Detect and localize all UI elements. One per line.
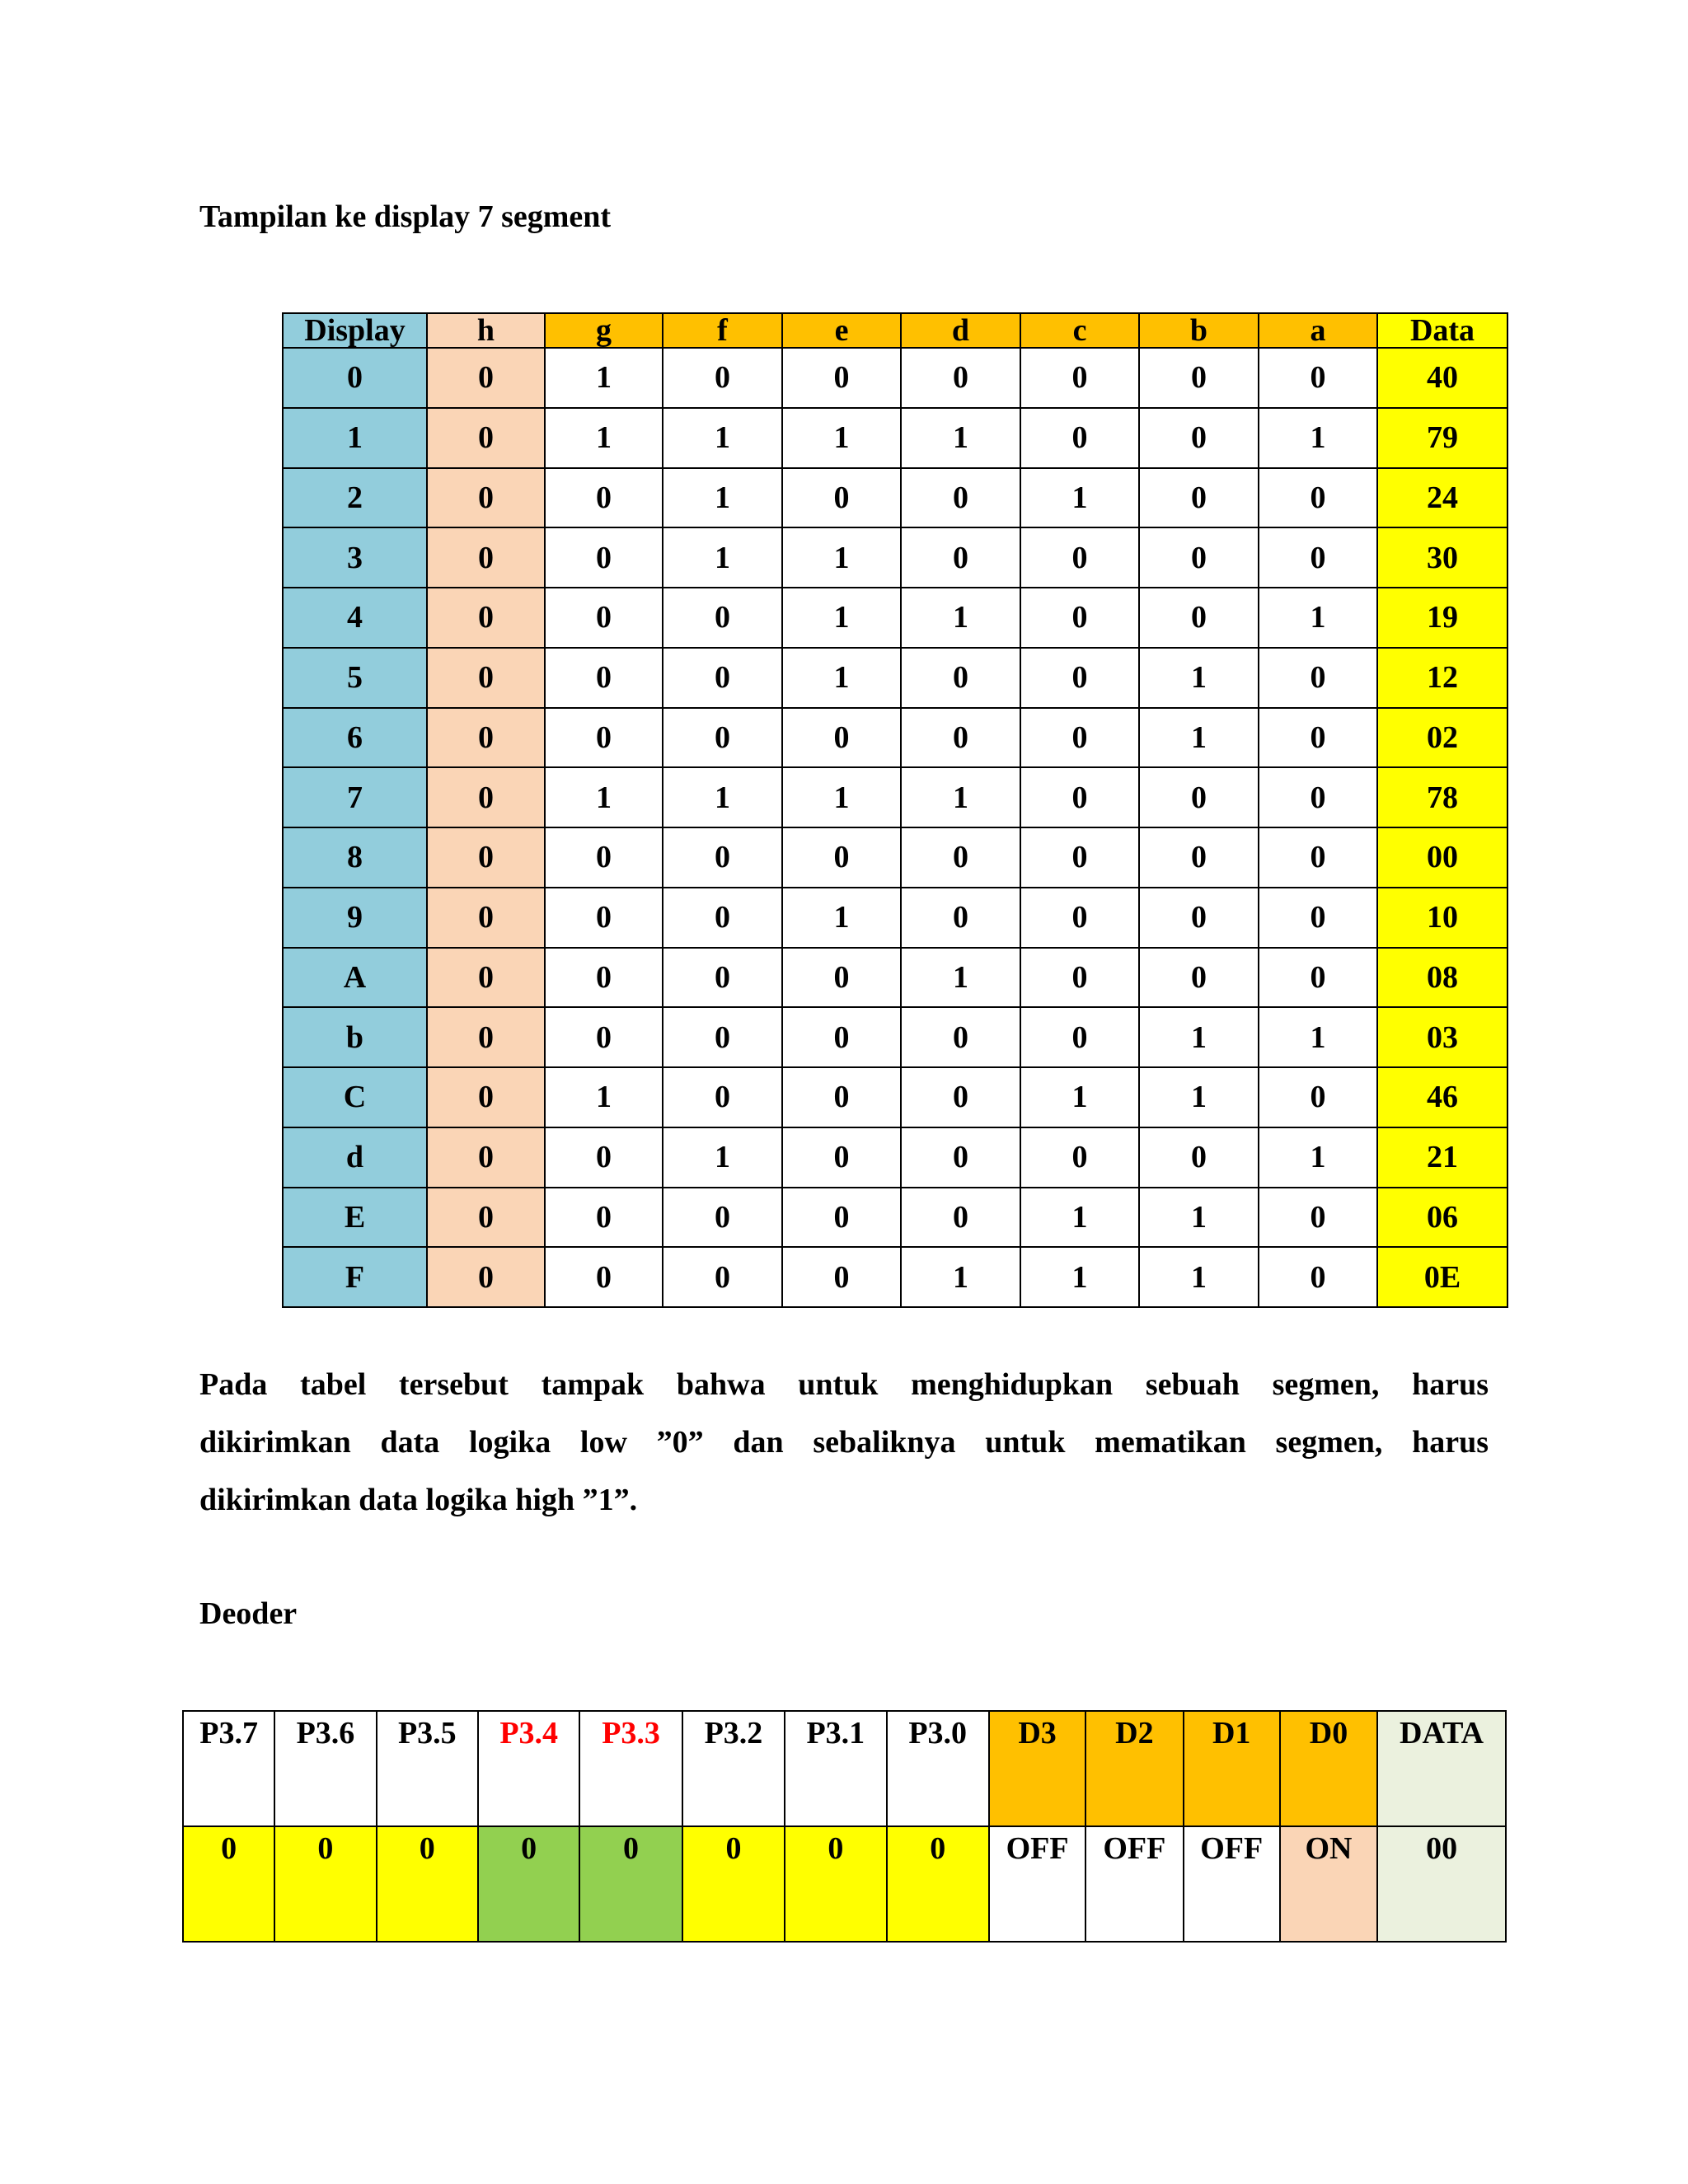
segment-truth-table: [282, 312, 1508, 1308]
table-cell: 1: [1139, 1247, 1259, 1307]
table-cell: 0: [545, 1127, 663, 1188]
table-cell: 0: [901, 888, 1020, 948]
table-cell: 1: [283, 408, 427, 468]
column-header: a: [1259, 313, 1377, 348]
table-cell: 0: [1259, 767, 1377, 827]
table-cell: 0: [427, 527, 545, 588]
decoder-value-cell: OFF: [1184, 1826, 1280, 1942]
table-cell: 0: [1020, 527, 1139, 588]
table-cell: 0: [427, 1188, 545, 1248]
table-cell: 0: [1259, 827, 1377, 888]
table-cell: 0: [427, 648, 545, 708]
table-cell: 0: [663, 1067, 782, 1127]
table-cell: 0: [782, 1247, 901, 1307]
table-row: [283, 1067, 1507, 1127]
column-header: e: [782, 313, 901, 348]
table-cell: 00: [1377, 827, 1507, 888]
table-cell: 10: [1377, 888, 1507, 948]
table-row: [283, 948, 1507, 1008]
decoder-column-header: P3.0: [887, 1711, 989, 1826]
table-row: [283, 827, 1507, 888]
table-row: [283, 1007, 1507, 1067]
table-cell: 0: [427, 468, 545, 528]
decoder-value-cell: 0: [377, 1826, 478, 1942]
table-cell: 0: [663, 827, 782, 888]
table-cell: 0: [427, 588, 545, 648]
paragraph-line: dikirimkan data logika high ”1”.: [199, 1483, 638, 1517]
table-cell: 0: [782, 1007, 901, 1067]
table-cell: 0: [1259, 648, 1377, 708]
column-header: b: [1139, 313, 1259, 348]
decoder-column-header: P3.7: [183, 1711, 274, 1826]
table-cell: 02: [1377, 708, 1507, 768]
table-cell: 1: [782, 648, 901, 708]
decoder-value-cell: 0: [274, 1826, 376, 1942]
table-cell: 0: [782, 468, 901, 528]
table-cell: 0: [427, 767, 545, 827]
table-cell: 0: [1020, 708, 1139, 768]
table-cell: 0: [283, 348, 427, 408]
decoder-value-cell: OFF: [1085, 1826, 1183, 1942]
column-header: c: [1020, 313, 1139, 348]
decoder-value-cell: OFF: [989, 1826, 1085, 1942]
table-cell: 0: [545, 1188, 663, 1248]
table-cell: 0: [1259, 468, 1377, 528]
table-cell: 0: [1259, 948, 1377, 1008]
table-cell: 0: [545, 527, 663, 588]
table-cell: 46: [1377, 1067, 1507, 1127]
table-cell: 0: [427, 708, 545, 768]
table-cell: 0: [663, 1007, 782, 1067]
table-cell: 78: [1377, 767, 1507, 827]
column-header: d: [901, 313, 1020, 348]
table-cell: 0: [1139, 1127, 1259, 1188]
table-cell: 0: [1020, 408, 1139, 468]
table-cell: 0: [782, 1188, 901, 1248]
table-cell: 1: [901, 408, 1020, 468]
table-cell: 0: [782, 1127, 901, 1188]
table-cell: 9: [283, 888, 427, 948]
table-cell: 1: [545, 408, 663, 468]
table-cell: 0: [1020, 827, 1139, 888]
table-cell: 8: [283, 827, 427, 888]
table-cell: 0: [1139, 348, 1259, 408]
table-cell: 5: [283, 648, 427, 708]
page-heading-decoder: Deoder: [199, 1596, 298, 1631]
table-cell: 0: [1020, 1127, 1139, 1188]
table-cell: 0: [427, 948, 545, 1008]
table-cell: 19: [1377, 588, 1507, 648]
decoder-column-header: D2: [1085, 1711, 1183, 1826]
table-cell: 1: [663, 468, 782, 528]
page-heading-segment: Tampilan ke display 7 segment: [199, 199, 612, 234]
table-cell: 0: [901, 708, 1020, 768]
table-cell: 1: [901, 767, 1020, 827]
table-cell: 0: [663, 348, 782, 408]
explanation-paragraph: [199, 1356, 1489, 1529]
decoder-value-cell: 0: [785, 1826, 886, 1942]
table-cell: 40: [1377, 348, 1507, 408]
table-row: [283, 1127, 1507, 1188]
table-cell: 0: [545, 948, 663, 1008]
table-cell: 0: [901, 1127, 1020, 1188]
table-cell: 0: [901, 1067, 1020, 1127]
column-header: Data: [1377, 313, 1507, 348]
table-cell: 1: [1139, 1007, 1259, 1067]
table-cell: 1: [663, 527, 782, 588]
table-cell: 0: [663, 888, 782, 948]
table-cell: 0: [1139, 888, 1259, 948]
table-cell: 1: [782, 767, 901, 827]
segment-table-header-row: [283, 313, 1507, 348]
table-row: [283, 648, 1507, 708]
table-cell: 0: [1259, 1247, 1377, 1307]
table-cell: 0: [427, 1247, 545, 1307]
table-cell: 0: [901, 648, 1020, 708]
decoder-column-header: P3.6: [274, 1711, 376, 1826]
table-cell: 0: [545, 708, 663, 768]
table-row: [283, 708, 1507, 768]
table-cell: E: [283, 1188, 427, 1248]
table-cell: 0: [901, 1188, 1020, 1248]
table-row: [283, 767, 1507, 827]
table-cell: 1: [1139, 1067, 1259, 1127]
decoder-table: [182, 1710, 1507, 1943]
table-cell: 0: [1259, 348, 1377, 408]
table-cell: 1: [901, 588, 1020, 648]
column-header: h: [427, 313, 545, 348]
table-cell: 1: [782, 408, 901, 468]
table-cell: 0: [1020, 767, 1139, 827]
table-cell: 0: [1020, 648, 1139, 708]
table-cell: 0: [1139, 408, 1259, 468]
table-cell: 0: [1139, 948, 1259, 1008]
table-cell: 7: [283, 767, 427, 827]
table-cell: 6: [283, 708, 427, 768]
table-row: [283, 408, 1507, 468]
table-cell: 4: [283, 588, 427, 648]
decoder-column-header: D1: [1184, 1711, 1280, 1826]
table-cell: 0: [545, 888, 663, 948]
decoder-column-header: DATA: [1377, 1711, 1506, 1826]
table-cell: 0: [1139, 827, 1259, 888]
table-cell: 0: [782, 827, 901, 888]
table-cell: 1: [545, 348, 663, 408]
table-cell: 0: [1020, 1007, 1139, 1067]
table-cell: 2: [283, 468, 427, 528]
table-cell: F: [283, 1247, 427, 1307]
table-cell: 1: [1139, 708, 1259, 768]
table-cell: 1: [1259, 588, 1377, 648]
table-cell: 0: [545, 1007, 663, 1067]
table-cell: 03: [1377, 1007, 1507, 1067]
table-cell: 0: [1020, 888, 1139, 948]
table-cell: 0: [427, 1067, 545, 1127]
decoder-value-cell: 00: [1377, 1826, 1506, 1942]
table-cell: 0: [782, 348, 901, 408]
table-cell: 1: [1020, 468, 1139, 528]
decoder-value-cell: 0: [887, 1826, 989, 1942]
table-cell: 0: [1139, 767, 1259, 827]
table-cell: 0: [1020, 948, 1139, 1008]
table-cell: 1: [1259, 1127, 1377, 1188]
table-cell: 21: [1377, 1127, 1507, 1188]
table-cell: 1: [545, 1067, 663, 1127]
table-row: [283, 348, 1507, 408]
table-cell: 0: [1259, 888, 1377, 948]
decoder-column-header: P3.5: [377, 1711, 478, 1826]
table-cell: 0: [427, 827, 545, 888]
table-cell: 08: [1377, 948, 1507, 1008]
table-cell: 0: [545, 648, 663, 708]
table-cell: 1: [663, 1127, 782, 1188]
table-cell: d: [283, 1127, 427, 1188]
table-cell: 0: [1139, 527, 1259, 588]
decoder-header-row: [183, 1711, 1506, 1826]
decoder-column-header: D3: [989, 1711, 1085, 1826]
paragraph-line: dikirimkan data logika low ”0” dan sebaliknya untuk mematikan segmen, harus: [199, 1425, 1489, 1460]
table-cell: 0: [901, 827, 1020, 888]
table-cell: 06: [1377, 1188, 1507, 1248]
table-cell: C: [283, 1067, 427, 1127]
table-cell: 1: [782, 527, 901, 588]
column-header: Display: [283, 313, 427, 348]
table-row: [283, 527, 1507, 588]
table-cell: 30: [1377, 527, 1507, 588]
decoder-column-header: P3.3: [579, 1711, 682, 1826]
table-row: [283, 588, 1507, 648]
paragraph-line: Pada tabel tersebut tampak bahwa untuk menghidupkan sebuah segmen, harus: [199, 1367, 1489, 1402]
decoder-value-cell: 0: [682, 1826, 785, 1942]
table-cell: 0: [427, 1007, 545, 1067]
table-cell: 1: [1139, 648, 1259, 708]
decoder-value-cell: ON: [1280, 1826, 1377, 1942]
table-cell: 0: [901, 348, 1020, 408]
table-cell: 0: [1259, 708, 1377, 768]
table-cell: 0: [1139, 588, 1259, 648]
decoder-column-header: P3.2: [682, 1711, 785, 1826]
table-cell: 0: [782, 1067, 901, 1127]
table-cell: 0: [782, 708, 901, 768]
table-cell: 0: [901, 468, 1020, 528]
table-cell: 0: [663, 708, 782, 768]
table-cell: 0E: [1377, 1247, 1507, 1307]
table-cell: 1: [1020, 1188, 1139, 1248]
decoder-value-cell: 0: [579, 1826, 682, 1942]
table-cell: 0: [1259, 527, 1377, 588]
table-cell: 1: [663, 408, 782, 468]
decoder-value-row: [183, 1826, 1506, 1942]
table-cell: 1: [1020, 1067, 1139, 1127]
table-cell: 0: [1020, 588, 1139, 648]
table-cell: 0: [427, 1127, 545, 1188]
table-cell: 0: [1259, 1067, 1377, 1127]
table-cell: 12: [1377, 648, 1507, 708]
table-row: [283, 888, 1507, 948]
decoder-column-header: P3.1: [785, 1711, 886, 1826]
table-cell: 0: [1020, 348, 1139, 408]
table-row: [283, 1188, 1507, 1248]
table-cell: 0: [545, 588, 663, 648]
table-cell: 0: [545, 827, 663, 888]
table-cell: 1: [1139, 1188, 1259, 1248]
table-cell: 0: [1139, 468, 1259, 528]
table-cell: 0: [545, 468, 663, 528]
table-cell: 3: [283, 527, 427, 588]
decoder-column-header: D0: [1280, 1711, 1377, 1826]
table-cell: 0: [663, 948, 782, 1008]
table-cell: 0: [427, 348, 545, 408]
table-cell: 1: [782, 588, 901, 648]
table-cell: 0: [663, 588, 782, 648]
decoder-value-cell: 0: [183, 1826, 274, 1942]
table-cell: 0: [663, 648, 782, 708]
column-header: f: [663, 313, 782, 348]
table-cell: 0: [663, 1188, 782, 1248]
table-cell: 1: [1259, 1007, 1377, 1067]
table-cell: 1: [545, 767, 663, 827]
decoder-value-cell: 0: [478, 1826, 579, 1942]
table-cell: A: [283, 948, 427, 1008]
table-cell: 0: [901, 1007, 1020, 1067]
table-cell: 0: [782, 948, 901, 1008]
table-cell: 0: [427, 888, 545, 948]
column-header: g: [545, 313, 663, 348]
decoder-column-header: P3.4: [478, 1711, 579, 1826]
table-cell: 1: [1259, 408, 1377, 468]
table-cell: 1: [1020, 1247, 1139, 1307]
table-cell: 1: [901, 948, 1020, 1008]
table-cell: 0: [901, 527, 1020, 588]
table-cell: b: [283, 1007, 427, 1067]
table-cell: 1: [663, 767, 782, 827]
table-cell: 1: [782, 888, 901, 948]
table-cell: 0: [663, 1247, 782, 1307]
table-cell: 24: [1377, 468, 1507, 528]
table-cell: 0: [427, 408, 545, 468]
table-row: [283, 1247, 1507, 1307]
table-cell: 0: [1259, 1188, 1377, 1248]
table-cell: 1: [901, 1247, 1020, 1307]
table-cell: 79: [1377, 408, 1507, 468]
table-cell: 0: [545, 1247, 663, 1307]
table-row: [283, 468, 1507, 528]
